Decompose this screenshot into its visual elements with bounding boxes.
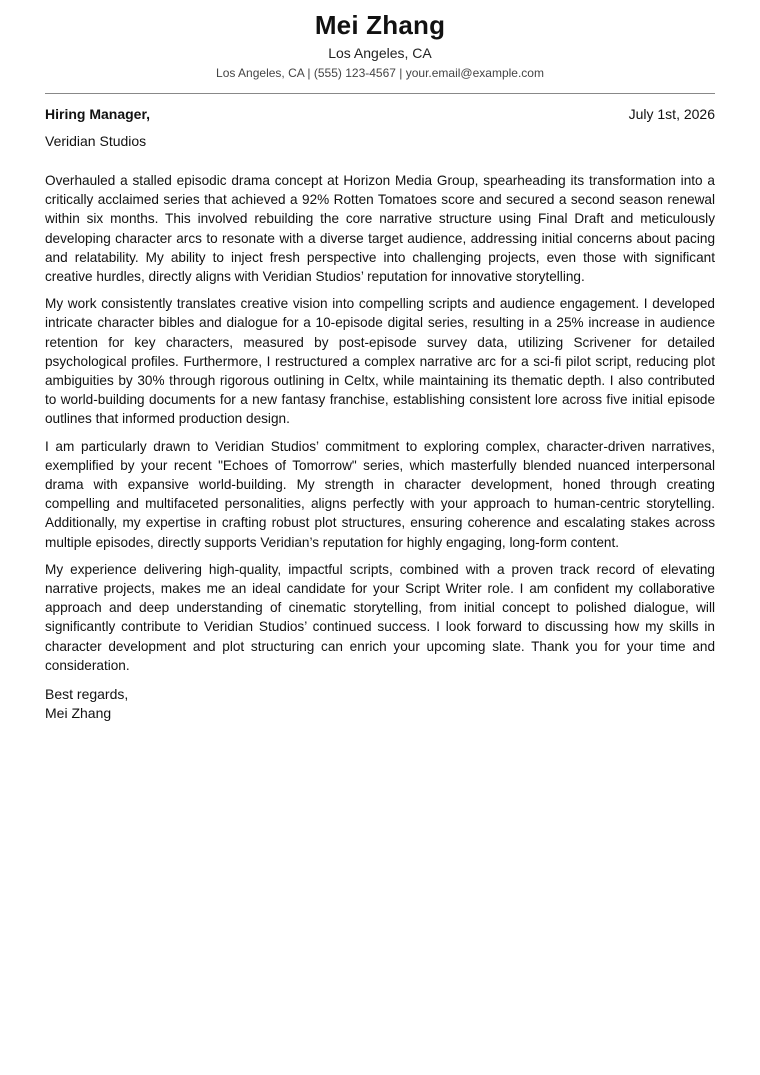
applicant-location: Los Angeles, CA: [328, 45, 432, 61]
letter-date: July 1st, 2026: [628, 106, 715, 122]
contact-line: Los Angeles, CA | (555) 123-4567 | your.email@example.com: [216, 66, 544, 80]
recipient-company: Veridian Studios: [45, 133, 147, 149]
letter-closing: [45, 685, 715, 723]
body-paragraph-4: My experience delivering high-quality, impactful scripts, combined with a proven track record of elevating narrative projects, makes me an ideal candidate for your Script Writer role. I am confident my collaborative approach and deep understanding of cinematic storytelling, from initial concept to polished dialogue, will significantly contribute to Veridian Studios’ continued success. I look forward to discussing how my skills in character development and plot structuring can enrich your upcoming slate. Thank you for your time and consideration.: [45, 561, 715, 673]
body-paragraph-1: Overhauled a stalled episodic drama concept at Horizon Media Group, spearheading its transformation into a critically acclaimed series that achieved a 92% Rotten Tomatoes score and secured a second season renewal within six months. This involved rebuilding the core narrative structure using Final Draft and meticulously developing character arcs to resonate with a diverse target audience, addressing initial concerns about pacing and relatability. My ability to inject fresh perspective into challenging projects, even those with significant creative hurdles, directly aligns with Veridian Studios’ reputation for innovative storytelling.: [45, 173, 715, 285]
body-paragraph-2: My work consistently translates creative vision into compelling scripts and audience engagement. I developed intricate character bibles and dialogue for a 10-episode digital series, resulting in a 25% increase in audience retention for key characters, measured by post-episode survey data, utilizing Scrivener for detailed psychological profiles. Furthermore, I restructured a complex narrative arc for a sci-fi pilot script, reducing plot ambiguities by 30% through rigorous outlining in Celtx, while maintaining its thematic depth. I also contributed to world-building documents for a new fantasy franchise, establishing consistent lore across five initial episode outlines that informed production design.: [45, 296, 715, 427]
signature-name: Mei Zhang: [45, 705, 112, 722]
closing-phrase: Best regards,: [45, 686, 129, 703]
recipient-date-row: [45, 105, 715, 123]
body-paragraph-3: I am particularly drawn to Veridian Studios’ commitment to exploring complex, character-driven narratives, exemplified by your recent "Echoes of Tomorrow" series, which masterfully blended nuanced interpersonal drama with expansive world-building. My strength in character development, honed through creating compelling and multifaceted personalities, aligns perfectly with your approach to human-centric storytelling. Additionally, my expertise in crafting robust plot structures, ensuring coherence and escalating stakes across multiple episodes, directly supports Veridian’s reputation for highly engaging, long-form content.: [45, 438, 715, 550]
recipient-salutation: Hiring Manager,: [45, 106, 151, 122]
applicant-name: Mei Zhang: [314, 10, 446, 40]
letter-body: [45, 171, 715, 675]
header-divider: [45, 93, 715, 94]
